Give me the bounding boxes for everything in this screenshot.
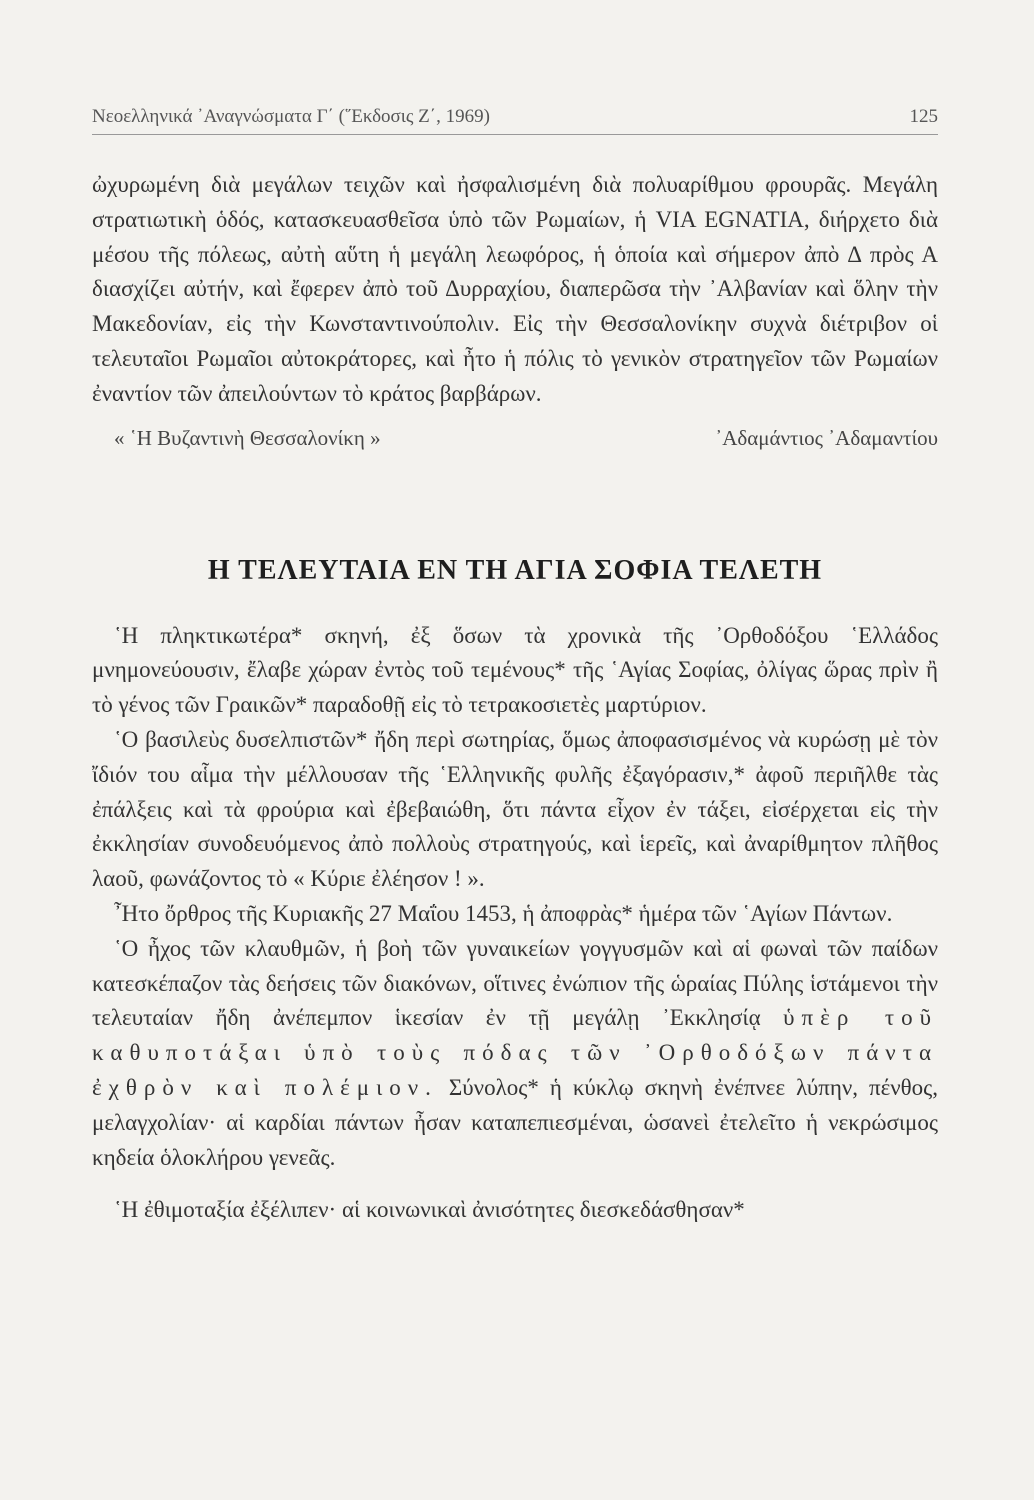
page-content — [92, 168, 938, 1228]
citation-author: ᾿Αδαμάντιος ᾿Αδαμαντίου — [715, 425, 938, 450]
body-paragraph-4 — [92, 932, 938, 1176]
body-paragraph-3: ῏Ητο ὄρθρος τῆς Κυριακῆς 27 Μαΐου 1453, ἡ ἀποφρὰς* ἡμέρα τῶν ῾Αγίων Πάντων. — [114, 900, 893, 926]
citation-work: « ῾Η Βυζαντινὴ Θεσσαλονίκη » — [114, 425, 381, 450]
section-title: Η ΤΕΛΕΥΤΑΙΑ ΕΝ ΤΗ ΑΓΙΑ ΣΟΦΙΑ ΤΕΛΕΤΗ — [207, 554, 823, 586]
paragraph-4-end: Σύνολος* ἡ κύκλῳ σκηνὴ ἐνέπνεε λύπην, πένθος, μελαγχολίαν· αἱ καρδίαι πάντων ἦσαν καταπεπιεσμέναι, ὡσανεὶ ἐτελεῖτο ἡ νεκρώσιμος κηδεία ὁλοκλήρου γενεᾶς. — [92, 1074, 939, 1170]
header-title: Νεοελληνικά ᾿Αναγνώσματα Γ΄ (῞Εκδοσις Ζ΄, 1969) — [92, 106, 490, 127]
running-header — [92, 92, 938, 135]
spaced-prayer-text: ὑπὲρ τοῦ καθυποτάξαι ὑπὸ τοὺς πόδας τῶν ᾿Ορθοδόξων πάντα ἐχθρὸν καὶ πολέμιον. — [92, 1005, 938, 1100]
excerpt-paragraph: ὠχυρωμένη διὰ μεγάλων τειχῶν καὶ ἠσφαλισμένη διὰ πολυαρίθμου φρουρᾶς. Μεγάλη στρατιωτικὴ ὁδός, κατασκευασθεῖσα ὑπὸ τῶν Ρωμαίων, ἡ VIA EGNATIA, διήρχετο διὰ μέσου τῆς πόλεως, αὐτὴ αὕτη ἡ μεγάλη λεωφόρος, ἡ ὁποία καὶ σήμερον ἀπὸ Δ πρὸς Α διασχίζει αὐτήν, καὶ ἔφερεν ἀπὸ τοῦ Δυρραχίου, διαπερῶσα τὴν ᾿Αλβανίαν καὶ ὅλην τὴν Μακεδονίαν, εἰς τὴν Κωνσταντινούπολιν. Εἰς τὴν Θεσσαλονίκην συχνὰ διέτριβον οἱ τελευταῖοι Ρωμαῖοι αὐτοκράτορες, καὶ ἦτο ἡ πόλις τὸ γενικὸν στρατηγεῖον τῶν Ρωμαίων ἐναντίον τῶν ἀπειλούντων τὸ κράτος βαρβάρων. — [92, 172, 938, 406]
body-paragraph-5: ῾Η ἐθιμοταξία ἐξέλιπεν· αἱ κοινωνικαὶ ἀνισότητες διεσκεδάσθησαν* — [114, 1197, 745, 1223]
page-number: 125 — [909, 106, 938, 127]
excerpt-citation — [92, 426, 938, 451]
body-paragraph-1: ῾Η πληκτικωτέρα* σκηνή, ἐξ ὅσων τὰ χρονικὰ τῆς ᾿Ορθοδόξου ῾Ελλάδος μνημονεύουσιν, ἔλαβε χώραν ἐντὸς τοῦ τεμένους* τῆς ῾Αγίας Σοφίας, ὀλίγας ὥρας πρὶν ἢ τὸ γένος τῶν Γραικῶν* παραδοθῇ εἰς τὸ τετρακοσιετὲς μαρτύριον. — [92, 622, 938, 718]
body-paragraph-2: ῾Ο βασιλεὺς δυσελπιστῶν* ἤδη περὶ σωτηρίας, ὅμως ἀποφασισμένος νὰ κυρώσῃ μὲ τὸν ἴδιόν του αἷμα τὴν μέλλουσαν τῆς ῾Ελληνικῆς φυλῆς ἐξαγόρασιν,* ἀφοῦ περιῆλθε τὰς ἐπάλξεις καὶ τὰ φρούρια καὶ ἐβεβαιώθη, ὅτι πάντα εἶχον ἐν τάξει, εἰσέρχεται εἰς τὴν ἐκκλησίαν συνοδευόμενος ἀπὸ πολλοὺς στρατηγούς, καὶ ἱερεῖς, καὶ ἀναρίθμητον πλῆθος λαοῦ, φωνάζοντος τὸ « Κύριε ἐλέησον ! ». — [92, 726, 938, 892]
paragraph-4-start: ῾Ο ἦχος τῶν κλαυθμῶν, ἡ βοὴ τῶν γυναικείων γογγυσμῶν καὶ αἱ φωναὶ τῶν παίδων κατεσκέπαζον τὰς δεήσεις τῶν διακόνων, οἵτινες ἐνώπιον τῆς ὡραίας Πύλης ἱστάμενοι τὴν τελευταίαν ἤδη ἀνέπεμπον ἱκεσίαν ἐν τῇ μεγάλῃ ᾿Εκκλησίᾳ — [92, 935, 938, 1031]
